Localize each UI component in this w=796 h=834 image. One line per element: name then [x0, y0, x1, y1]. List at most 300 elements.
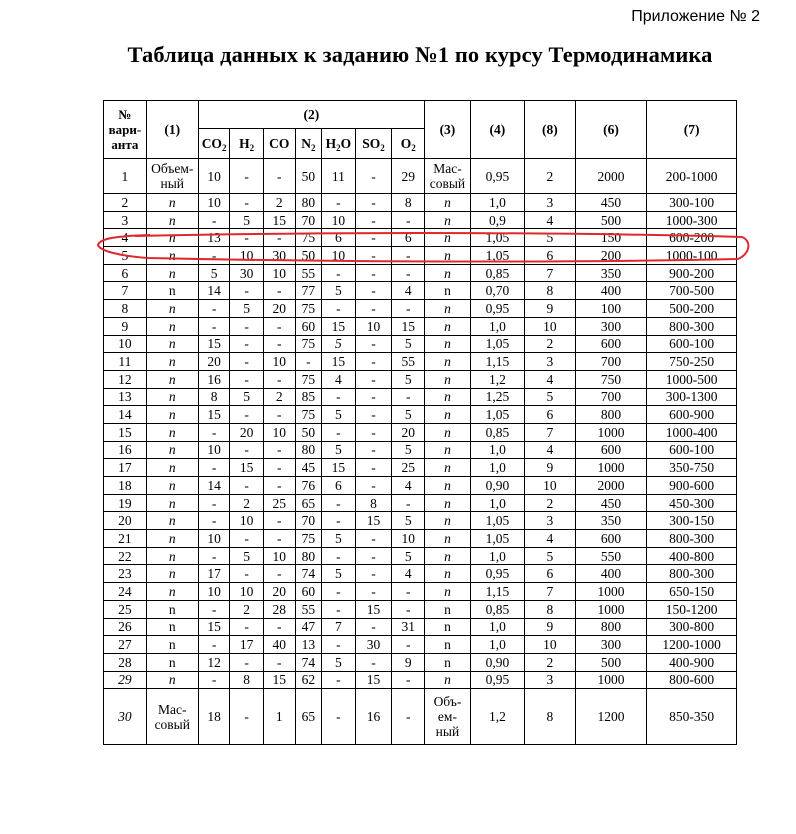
cell-col-7: 1000-400	[647, 423, 737, 441]
cell-col-6: 1000	[575, 423, 646, 441]
cell-col-3: n	[425, 317, 471, 335]
cell-col-1: n	[146, 300, 198, 318]
cell-so2: -	[355, 370, 392, 388]
cell-col-1: n	[146, 636, 198, 654]
cell-n2: 55	[295, 264, 322, 282]
cell-so2: 15	[355, 600, 392, 618]
cell-h2o: -	[322, 547, 356, 565]
table-row	[104, 194, 737, 212]
cell-so2: 8	[355, 494, 392, 512]
cell-h2: -	[230, 370, 264, 388]
cell-col-3: n	[425, 565, 471, 583]
cell-h2o: -	[322, 423, 356, 441]
cell-so2: -	[355, 229, 392, 247]
cell-so2: -	[355, 300, 392, 318]
cell-h2o: 7	[322, 618, 356, 636]
cell-h2: -	[230, 653, 264, 671]
cell-so2: -	[355, 583, 392, 601]
cell-h2o: 5	[322, 335, 356, 353]
cell-col-4: 1,15	[470, 353, 524, 371]
cell-col-8: 4	[524, 211, 575, 229]
cell-col-3: n	[425, 494, 471, 512]
cell-h2o: 10	[322, 211, 356, 229]
table-row	[104, 671, 737, 689]
cell-variant: 10	[104, 335, 147, 353]
cell-col-7: 400-800	[647, 547, 737, 565]
cell-so2: -	[355, 459, 392, 477]
table-row	[104, 370, 737, 388]
cell-col-8: 7	[524, 264, 575, 282]
cell-col-7: 200-1000	[647, 159, 737, 194]
cell-variant: 5	[104, 247, 147, 265]
cell-h2: 20	[230, 423, 264, 441]
cell-col-1: n	[146, 494, 198, 512]
cell-co2: -	[198, 300, 230, 318]
cell-n2: 76	[295, 477, 322, 495]
cell-o2: 5	[392, 441, 425, 459]
cell-col-7: 800-300	[647, 317, 737, 335]
cell-co2: -	[198, 671, 230, 689]
table-row	[104, 247, 737, 265]
cell-o2: 4	[392, 282, 425, 300]
cell-n2: 50	[295, 159, 322, 194]
cell-col-4: 1,25	[470, 388, 524, 406]
cell-h2o: 6	[322, 477, 356, 495]
cell-col-4: 0,95	[470, 565, 524, 583]
cell-variant: 6	[104, 264, 147, 282]
cell-h2: -	[230, 353, 264, 371]
cell-co2: 15	[198, 335, 230, 353]
cell-co2: 15	[198, 406, 230, 424]
table-row	[104, 636, 737, 654]
cell-col-4: 0,9	[470, 211, 524, 229]
cell-col-1: n	[146, 459, 198, 477]
cell-col-7: 300-1300	[647, 388, 737, 406]
cell-co: 25	[263, 494, 295, 512]
cell-so2: -	[355, 423, 392, 441]
cell-variant: 2	[104, 194, 147, 212]
header-gas-co2: $CO_2$	[198, 129, 230, 159]
cell-variant: 20	[104, 512, 147, 530]
cell-o2: 4	[392, 477, 425, 495]
cell-col-1: n	[146, 565, 198, 583]
cell-h2: 2	[230, 600, 264, 618]
cell-col-7: 850-350	[647, 689, 737, 745]
cell-co2: 12	[198, 653, 230, 671]
cell-col-1: n	[146, 335, 198, 353]
cell-co2: 14	[198, 477, 230, 495]
cell-o2: 5	[392, 512, 425, 530]
cell-co2: -	[198, 459, 230, 477]
cell-col-8: 8	[524, 600, 575, 618]
cell-h2o: 6	[322, 229, 356, 247]
cell-variant: 17	[104, 459, 147, 477]
cell-n2: 75	[295, 229, 322, 247]
header-gas-h2: $H_2$	[230, 129, 264, 159]
table-row	[104, 229, 737, 247]
cell-col-3: n	[425, 653, 471, 671]
cell-col-7: 1200-1000	[647, 636, 737, 654]
cell-h2: -	[230, 406, 264, 424]
cell-col-3: n	[425, 388, 471, 406]
cell-col-3: n	[425, 512, 471, 530]
cell-co2: 15	[198, 618, 230, 636]
cell-co: -	[263, 441, 295, 459]
cell-col-1: n	[146, 671, 198, 689]
cell-co: 10	[263, 547, 295, 565]
cell-col-3: n	[425, 211, 471, 229]
table-row	[104, 618, 737, 636]
cell-col-3: n	[425, 406, 471, 424]
cell-col-1: n	[146, 423, 198, 441]
table-row	[104, 565, 737, 583]
cell-col-1: n	[146, 477, 198, 495]
cell-h2o: 5	[322, 530, 356, 548]
cell-n2: 77	[295, 282, 322, 300]
cell-col-1: n	[146, 194, 198, 212]
cell-col-7: 650-150	[647, 583, 737, 601]
cell-col-3: n	[425, 547, 471, 565]
cell-col-4: 1,0	[470, 547, 524, 565]
cell-col-3: Мас- совый	[425, 159, 471, 194]
cell-co: -	[263, 459, 295, 477]
cell-so2: -	[355, 335, 392, 353]
cell-col-6: 700	[575, 353, 646, 371]
cell-h2: -	[230, 689, 264, 745]
cell-so2: -	[355, 530, 392, 548]
cell-col-7: 300-100	[647, 194, 737, 212]
cell-variant: 29	[104, 671, 147, 689]
cell-col-1: Мас- совый	[146, 689, 198, 745]
cell-o2: -	[392, 264, 425, 282]
appendix-label: Приложение № 2	[631, 8, 760, 25]
cell-col-8: 7	[524, 583, 575, 601]
cell-n2: 50	[295, 247, 322, 265]
cell-h2: -	[230, 335, 264, 353]
cell-variant: 21	[104, 530, 147, 548]
cell-so2: 16	[355, 689, 392, 745]
cell-n2: 80	[295, 194, 322, 212]
data-table	[103, 100, 737, 745]
cell-col-7: 800-300	[647, 565, 737, 583]
cell-col-8: 6	[524, 247, 575, 265]
cell-variant: 3	[104, 211, 147, 229]
cell-so2: -	[355, 618, 392, 636]
table-row	[104, 689, 737, 745]
cell-h2: 5	[230, 300, 264, 318]
cell-so2: 30	[355, 636, 392, 654]
cell-col-7: 350-750	[647, 459, 737, 477]
table-row	[104, 530, 737, 548]
cell-variant: 25	[104, 600, 147, 618]
cell-col-4: 1,05	[470, 335, 524, 353]
cell-h2: -	[230, 530, 264, 548]
table-row	[104, 441, 737, 459]
cell-so2: -	[355, 264, 392, 282]
header-col-1: (1)	[146, 101, 198, 159]
cell-o2: 55	[392, 353, 425, 371]
cell-col-1: Объем- ный	[146, 159, 198, 194]
cell-col-7: 700-500	[647, 282, 737, 300]
cell-h2o: -	[322, 689, 356, 745]
cell-n2: 80	[295, 441, 322, 459]
cell-co: -	[263, 565, 295, 583]
cell-col-3: n	[425, 300, 471, 318]
cell-col-7: 600-100	[647, 441, 737, 459]
cell-col-4: 1,15	[470, 583, 524, 601]
cell-co: -	[263, 530, 295, 548]
cell-h2: 10	[230, 247, 264, 265]
cell-col-8: 10	[524, 477, 575, 495]
cell-col-4: 0,95	[470, 159, 524, 194]
cell-co2: -	[198, 211, 230, 229]
cell-o2: -	[392, 689, 425, 745]
cell-o2: 5	[392, 335, 425, 353]
cell-co2: 16	[198, 370, 230, 388]
cell-col-3: n	[425, 618, 471, 636]
cell-col-3: Объ- ем- ный	[425, 689, 471, 745]
cell-variant: 14	[104, 406, 147, 424]
cell-col-3: n	[425, 229, 471, 247]
cell-co: -	[263, 653, 295, 671]
cell-n2: 85	[295, 388, 322, 406]
cell-h2o: -	[322, 264, 356, 282]
cell-o2: -	[392, 247, 425, 265]
cell-co: -	[263, 618, 295, 636]
table-row	[104, 547, 737, 565]
cell-col-6: 500	[575, 211, 646, 229]
cell-col-3: n	[425, 194, 471, 212]
cell-col-4: 1,0	[470, 618, 524, 636]
cell-o2: 4	[392, 565, 425, 583]
cell-variant: 7	[104, 282, 147, 300]
cell-col-6: 600	[575, 441, 646, 459]
cell-col-7: 600-100	[647, 335, 737, 353]
cell-so2: -	[355, 477, 392, 495]
cell-col-6: 100	[575, 300, 646, 318]
table-row	[104, 353, 737, 371]
cell-co: -	[263, 477, 295, 495]
cell-o2: -	[392, 583, 425, 601]
cell-h2o: 15	[322, 353, 356, 371]
cell-h2: 5	[230, 388, 264, 406]
cell-co2: 20	[198, 353, 230, 371]
cell-co2: 10	[198, 159, 230, 194]
cell-col-8: 3	[524, 194, 575, 212]
cell-h2o: -	[322, 300, 356, 318]
cell-col-3: n	[425, 477, 471, 495]
cell-co: 20	[263, 300, 295, 318]
header-gas-o2: $O_2$	[392, 129, 425, 159]
cell-col-7: 1000-500	[647, 370, 737, 388]
cell-col-8: 9	[524, 300, 575, 318]
cell-col-7: 600-900	[647, 406, 737, 424]
cell-col-7: 1000-300	[647, 211, 737, 229]
cell-col-7: 300-800	[647, 618, 737, 636]
cell-col-6: 750	[575, 370, 646, 388]
cell-col-6: 450	[575, 494, 646, 512]
cell-o2: -	[392, 494, 425, 512]
cell-col-8: 6	[524, 406, 575, 424]
cell-h2o: 4	[322, 370, 356, 388]
cell-col-7: 750-250	[647, 353, 737, 371]
cell-h2o: 10	[322, 247, 356, 265]
cell-h2: 5	[230, 547, 264, 565]
table-row	[104, 264, 737, 282]
cell-col-1: n	[146, 370, 198, 388]
cell-o2: 8	[392, 194, 425, 212]
cell-n2: 75	[295, 335, 322, 353]
cell-col-4: 0,85	[470, 600, 524, 618]
cell-col-8: 2	[524, 653, 575, 671]
table-row	[104, 494, 737, 512]
cell-variant: 8	[104, 300, 147, 318]
cell-col-8: 9	[524, 459, 575, 477]
cell-col-4: 0,95	[470, 671, 524, 689]
cell-col-8: 9	[524, 618, 575, 636]
cell-col-3: n	[425, 247, 471, 265]
cell-h2: 10	[230, 512, 264, 530]
cell-co: 28	[263, 600, 295, 618]
cell-col-4: 1,2	[470, 689, 524, 745]
cell-col-6: 800	[575, 618, 646, 636]
cell-co: 15	[263, 211, 295, 229]
cell-col-7: 1000-100	[647, 247, 737, 265]
cell-co2: 18	[198, 689, 230, 745]
cell-co: 40	[263, 636, 295, 654]
table-row	[104, 317, 737, 335]
cell-h2: 8	[230, 671, 264, 689]
cell-col-6: 400	[575, 565, 646, 583]
cell-h2o: 15	[322, 459, 356, 477]
header-gas-co: CO	[263, 129, 295, 159]
cell-variant: 1	[104, 159, 147, 194]
cell-col-1: n	[146, 264, 198, 282]
cell-h2: 15	[230, 459, 264, 477]
table-row	[104, 653, 737, 671]
cell-o2: -	[392, 388, 425, 406]
cell-col-4: 1,0	[470, 636, 524, 654]
cell-col-6: 350	[575, 512, 646, 530]
cell-o2: 20	[392, 423, 425, 441]
cell-h2o: 5	[322, 282, 356, 300]
cell-n2: 55	[295, 600, 322, 618]
cell-col-3: n	[425, 370, 471, 388]
cell-col-7: 800-300	[647, 530, 737, 548]
cell-co: 1	[263, 689, 295, 745]
header-col-6: (6)	[575, 101, 646, 159]
cell-col-1: n	[146, 353, 198, 371]
cell-co2: 5	[198, 264, 230, 282]
cell-n2: 75	[295, 406, 322, 424]
cell-col-8: 8	[524, 282, 575, 300]
cell-n2: 62	[295, 671, 322, 689]
table-row	[104, 211, 737, 229]
cell-col-8: 6	[524, 565, 575, 583]
header-col-4: (4)	[470, 101, 524, 159]
cell-col-4: 1,05	[470, 530, 524, 548]
cell-o2: -	[392, 211, 425, 229]
header-col-7: (7)	[647, 101, 737, 159]
cell-col-1: n	[146, 618, 198, 636]
cell-h2o: -	[322, 583, 356, 601]
cell-n2: 13	[295, 636, 322, 654]
cell-co2: 10	[198, 194, 230, 212]
cell-col-8: 3	[524, 353, 575, 371]
cell-col-4: 1,05	[470, 229, 524, 247]
header-col-3: (3)	[425, 101, 471, 159]
cell-so2: -	[355, 353, 392, 371]
cell-col-6: 1000	[575, 671, 646, 689]
cell-h2: -	[230, 477, 264, 495]
cell-h2: 5	[230, 211, 264, 229]
cell-col-8: 5	[524, 388, 575, 406]
cell-col-6: 150	[575, 229, 646, 247]
cell-col-3: n	[425, 600, 471, 618]
cell-variant: 23	[104, 565, 147, 583]
cell-col-4: 1,0	[470, 194, 524, 212]
header-col-2: (2)	[198, 101, 424, 129]
cell-co: 30	[263, 247, 295, 265]
cell-col-6: 1000	[575, 583, 646, 601]
cell-co2: -	[198, 600, 230, 618]
cell-col-3: n	[425, 459, 471, 477]
cell-h2o: -	[322, 512, 356, 530]
cell-o2: 15	[392, 317, 425, 335]
cell-col-7: 150-1200	[647, 600, 737, 618]
cell-col-3: n	[425, 335, 471, 353]
cell-col-4: 1,2	[470, 370, 524, 388]
cell-col-7: 400-900	[647, 653, 737, 671]
table-row	[104, 423, 737, 441]
cell-col-8: 2	[524, 494, 575, 512]
cell-h2o: 5	[322, 406, 356, 424]
cell-variant: 24	[104, 583, 147, 601]
cell-n2: 60	[295, 583, 322, 601]
cell-col-1: n	[146, 583, 198, 601]
cell-col-8: 7	[524, 423, 575, 441]
cell-co2: -	[198, 247, 230, 265]
cell-co2: -	[198, 547, 230, 565]
cell-variant: 12	[104, 370, 147, 388]
cell-col-4: 1,0	[470, 317, 524, 335]
cell-h2: -	[230, 229, 264, 247]
cell-h2o: -	[322, 636, 356, 654]
cell-col-4: 1,0	[470, 441, 524, 459]
table-row	[104, 159, 737, 194]
cell-o2: -	[392, 636, 425, 654]
header-variant: № вари- анта	[104, 101, 147, 159]
table-row	[104, 335, 737, 353]
table-row	[104, 459, 737, 477]
cell-o2: 10	[392, 530, 425, 548]
cell-variant: 22	[104, 547, 147, 565]
cell-col-6: 2000	[575, 477, 646, 495]
cell-col-6: 200	[575, 247, 646, 265]
cell-co: 2	[263, 194, 295, 212]
cell-col-1: n	[146, 388, 198, 406]
cell-h2o: 5	[322, 653, 356, 671]
cell-h2o: -	[322, 671, 356, 689]
cell-col-3: n	[425, 353, 471, 371]
cell-col-1: n	[146, 406, 198, 424]
cell-h2o: -	[322, 600, 356, 618]
cell-col-1: n	[146, 600, 198, 618]
cell-variant: 9	[104, 317, 147, 335]
cell-co: -	[263, 406, 295, 424]
cell-col-6: 600	[575, 530, 646, 548]
cell-co2: -	[198, 636, 230, 654]
